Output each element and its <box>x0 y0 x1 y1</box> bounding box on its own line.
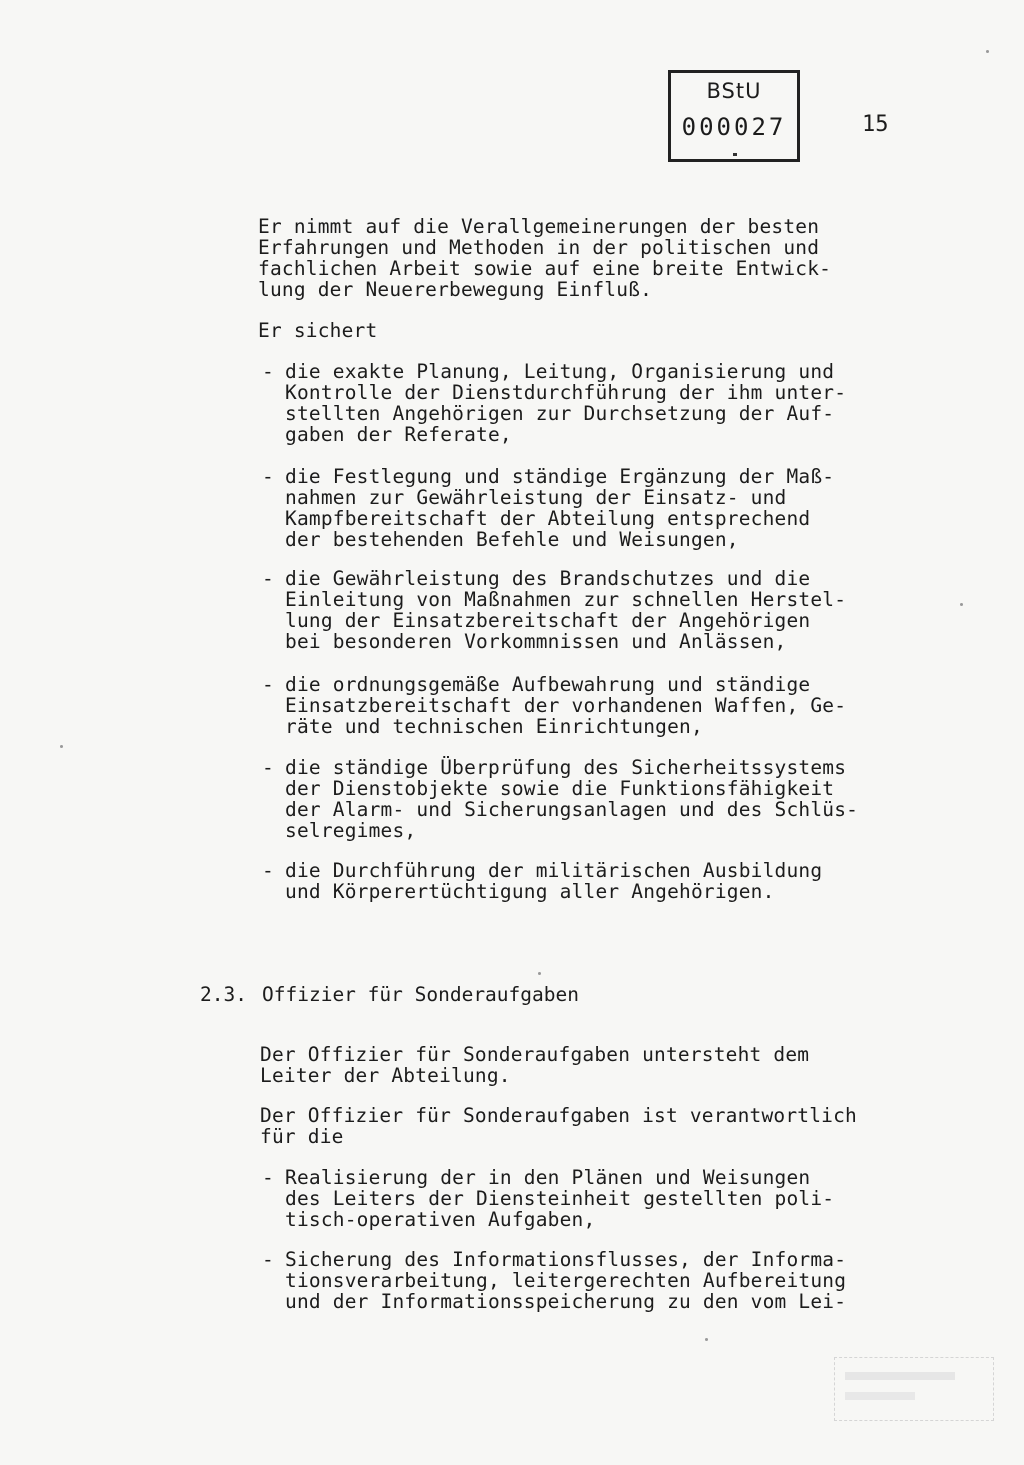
text-line: tionsverarbeitung, leitergerechten Aufbereitung <box>285 1269 847 1292</box>
text-line: die Gewährleistung des Brandschutzes und die <box>285 567 811 590</box>
text-line: die exakte Planung, Leitung, Organisierung und <box>285 360 835 383</box>
text-line: Einleitung von Maßnahmen zur schnellen Herstel- <box>285 588 847 611</box>
scan-speck <box>986 50 989 53</box>
text-line: Er nimmt auf die Verallgemeinerungen der besten <box>258 215 820 238</box>
text-line: selregimes, <box>285 819 417 842</box>
text-line: Der Offizier für Sonderaufgaben ist verantwortlich <box>260 1104 857 1127</box>
text-line: gaben der Referate, <box>285 423 512 446</box>
text-line: Kontrolle der Dienstdurchführung der ihm unter- <box>285 381 847 404</box>
stamp-archive-label: BStU <box>706 79 762 103</box>
scan-speck <box>60 745 63 748</box>
stamp-mark <box>733 153 737 156</box>
text-line: stellten Angehörigen zur Durchsetzung der Auf- <box>285 402 835 425</box>
stamp-document-number: 000027 <box>681 113 787 141</box>
text-line: lung der Einsatzbereitschaft der Angehörigen <box>285 609 811 632</box>
scan-speck <box>705 1338 708 1341</box>
section-title: Offizier für Sonderaufgaben <box>262 983 579 1006</box>
text-line: tisch-operativen Aufgaben, <box>285 1208 596 1231</box>
text-line: der Alarm- und Sicherungsanlagen und des Schlüs- <box>285 798 859 821</box>
text-line: Er sichert <box>258 319 378 342</box>
text-line: und der Informationsspeicherung zu den vom Lei- <box>285 1290 847 1313</box>
text-line: bei besonderen Vorkommnissen und Anlässen, <box>285 630 787 653</box>
text-line: die ordnungsgemäße Aufbewahrung und ständige <box>285 673 811 696</box>
text-line: nahmen zur Gewährleistung der Einsatz- und <box>285 486 787 509</box>
scan-speck <box>960 603 963 606</box>
text-line: Kampfbereitschaft der Abteilung entsprechend <box>285 507 811 530</box>
text-line: Erfahrungen und Methoden in der politischen und <box>258 236 820 259</box>
list-dash: - <box>262 1166 274 1189</box>
text-line: Einsatzbereitschaft der vorhandenen Waffen, Ge- <box>285 694 847 717</box>
text-line: Realisierung der in den Plänen und Weisungen <box>285 1166 811 1189</box>
text-line: die Durchführung der militärischen Ausbildung <box>285 859 823 882</box>
text-line: Der Offizier für Sonderaufgaben untersteht dem <box>260 1043 810 1066</box>
scan-speck <box>538 972 541 975</box>
text-line: der bestehenden Befehle und Weisungen, <box>285 528 739 551</box>
list-dash: - <box>262 1248 274 1271</box>
faint-archive-stamp <box>834 1357 994 1421</box>
text-line: der Dienstobjekte sowie die Funktionsfähigkeit <box>285 777 835 800</box>
list-dash: - <box>262 465 274 488</box>
list-dash: - <box>262 756 274 779</box>
text-line: räte und technischen Einrichtungen, <box>285 715 703 738</box>
list-dash: - <box>262 673 274 696</box>
text-line: fachlichen Arbeit sowie auf eine breite Entwick- <box>258 257 832 280</box>
list-dash: - <box>262 567 274 590</box>
text-line: die ständige Überprüfung des Sicherheitssystems <box>285 756 847 779</box>
text-line: lung der Neuererbewegung Einfluß. <box>258 278 653 301</box>
text-line: die Festlegung und ständige Ergänzung der Maß- <box>285 465 835 488</box>
archive-stamp <box>668 70 800 162</box>
list-dash: - <box>262 859 274 882</box>
text-line: für die <box>260 1125 344 1148</box>
text-line: Leiter der Abteilung. <box>260 1064 511 1087</box>
text-line: des Leiters der Diensteinheit gestellten poli- <box>285 1187 835 1210</box>
text-line: und Körperertüchtigung aller Angehörigen. <box>285 880 775 903</box>
page-number: 15 <box>862 112 889 137</box>
list-dash: - <box>262 360 274 383</box>
text-line: Sicherung des Informationsflusses, der Informa- <box>285 1248 847 1271</box>
section-number: 2.3. <box>200 983 247 1006</box>
